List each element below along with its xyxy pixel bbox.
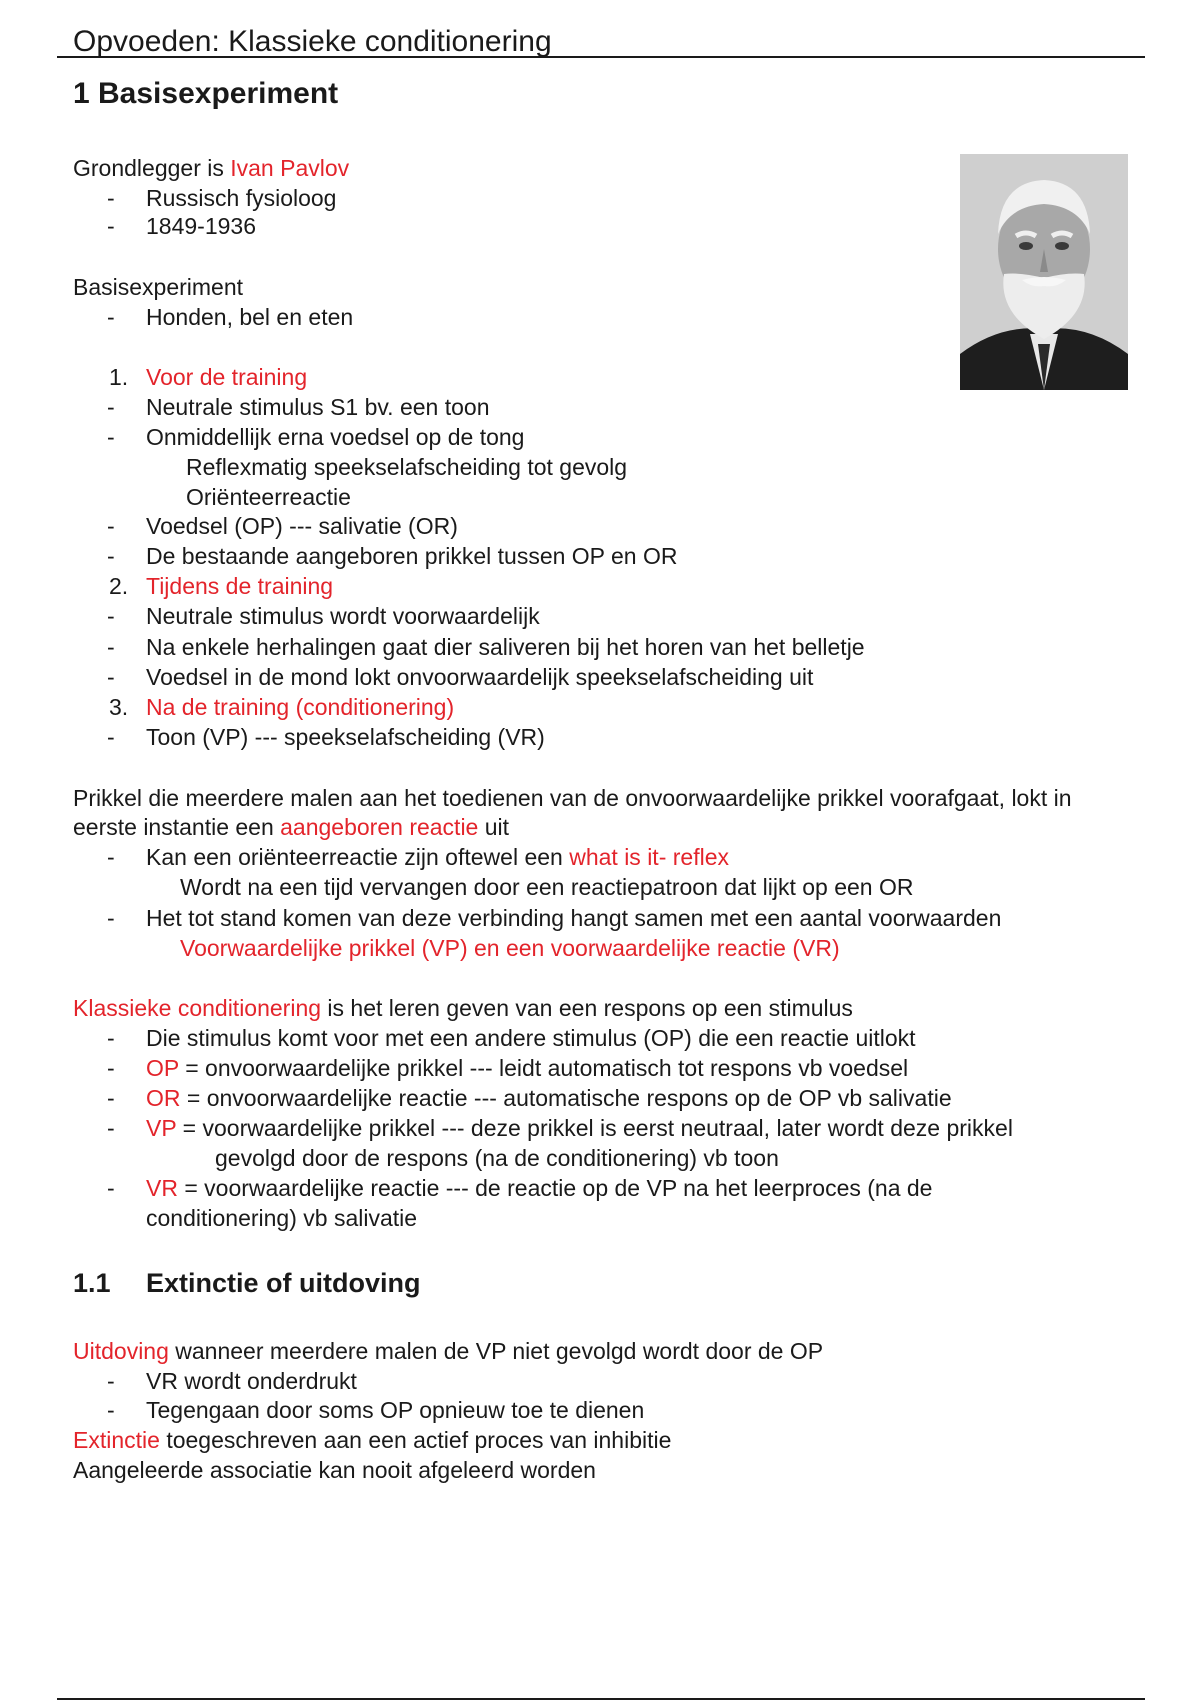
page-header (57, 22, 1145, 58)
closing-line: Aangeleerde associatie kan nooit afgeleerd worden (73, 1457, 596, 1483)
pavlov-portrait (960, 154, 1128, 390)
page-header-title: Opvoeden: Klassieke conditionering (73, 25, 552, 58)
extinctie-definition: Extinctie toegeschreven aan een actief proces van inhibitie (73, 1427, 672, 1453)
prikkel-paragraph-line-1: Prikkel die meerdere malen aan het toedienen van de onvoorwaardelijke prikkel voorafgaat, lokt in (73, 785, 1072, 811)
founder-name: Ivan Pavlov (230, 155, 350, 181)
founder-line: Grondlegger is Ivan Pavlov (73, 155, 350, 181)
experiment-label: Basisexperiment (73, 274, 244, 300)
klassiek-definition: Klassieke conditionering is het leren geven van een respons op een stimulus (73, 995, 853, 1021)
section-title-basisexperiment: 1 Basisexperiment (73, 77, 339, 110)
prikkel-paragraph-line-2: eerste instantie een aangeboren reactie uit (73, 814, 510, 840)
uitdoving-definition: Uitdoving wanneer meerdere malen de VP niet gevolgd wordt door de OP (73, 1338, 824, 1364)
pavlov-portrait-image (960, 154, 1128, 390)
section-title-extinctie: 1.1 Extinctie of uitdoving (73, 1268, 421, 1298)
